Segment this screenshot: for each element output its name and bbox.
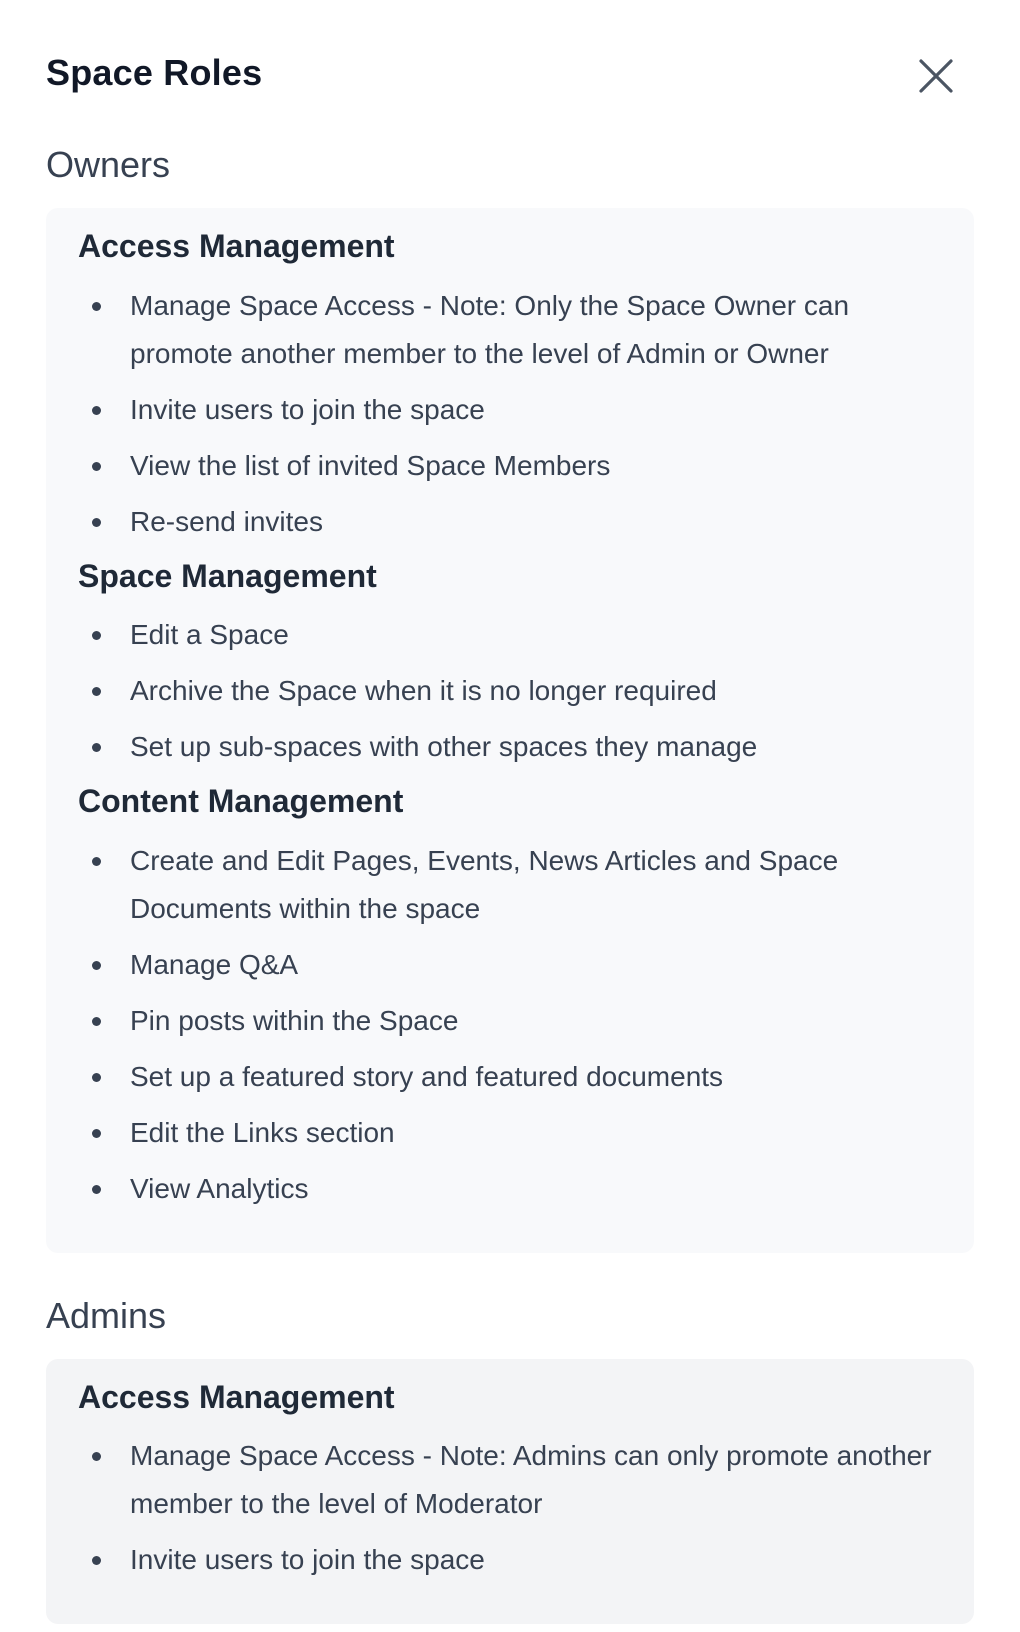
list-item: Archive the Space when it is no longer required <box>78 667 942 715</box>
list-item: Invite users to join the space <box>78 1536 942 1584</box>
list-item: Manage Q&A <box>78 941 942 989</box>
list-item: Create and Edit Pages, Events, News Articles and Space Documents within the space <box>78 837 942 933</box>
role-title-owners: Owners <box>46 144 171 185</box>
permission-list <box>78 837 942 1213</box>
list-item: Invite users to join the space <box>78 386 942 434</box>
list-item: Set up a featured story and featured documents <box>78 1053 942 1101</box>
list-item: Pin posts within the Space <box>78 997 942 1045</box>
list-item: Set up sub-spaces with other spaces they manage <box>78 723 942 771</box>
section-title-access-management: Access Management <box>78 228 395 264</box>
section-title-space-management: Space Management <box>78 557 377 594</box>
list-item: Manage Space Access - Note: Admins can only promote another member to the level of Moderator <box>78 1432 942 1528</box>
list-item: View the list of invited Space Members <box>78 442 942 490</box>
list-item: Edit a Space <box>78 611 942 659</box>
permission-list <box>78 1432 942 1584</box>
close-icon <box>916 56 956 96</box>
dialog-header <box>46 0 974 150</box>
role-card-owners <box>46 208 974 1253</box>
section-title-access-management: Access Management <box>78 1378 395 1415</box>
permission-list <box>78 282 942 546</box>
section-title-content-management: Content Management <box>78 783 404 820</box>
role-card-admins <box>46 1359 974 1625</box>
role-title-admins: Admins <box>46 1294 167 1336</box>
list-item: Manage Space Access - Note: Only the Space Owner can promote another member to the level of Admin or Owner <box>78 282 942 378</box>
list-item: View Analytics <box>78 1165 942 1213</box>
dialog-title: Space Roles <box>46 52 263 93</box>
list-item: Re-send invites <box>78 498 942 546</box>
close-button[interactable] <box>916 56 956 96</box>
permission-list <box>78 611 942 771</box>
list-item: Edit the Links section <box>78 1109 942 1157</box>
